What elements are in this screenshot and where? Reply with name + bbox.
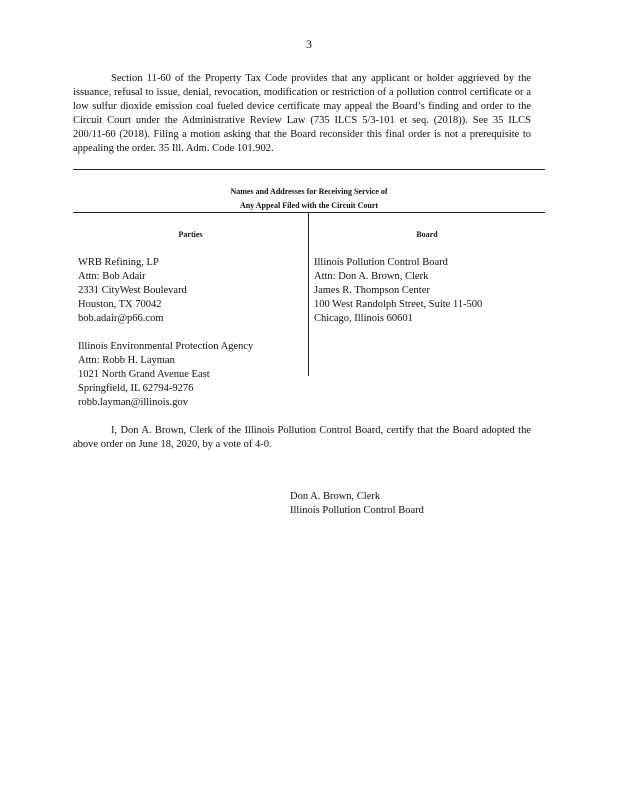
address-line: 100 West Randolph Street, Suite 11-500	[314, 299, 483, 310]
service-table-title-line1: Names and Addresses for Receiving Service of	[230, 187, 388, 196]
party-address-wrb	[78, 256, 187, 326]
page-number: 3	[306, 37, 312, 51]
email-address: robb.layman@illinois.gov	[78, 397, 188, 408]
signature-org: Illinois Pollution Control Board	[290, 505, 424, 516]
address-line: Chicago, Illinois 60601	[314, 313, 413, 324]
address-line: WRB Refining, LP	[78, 257, 159, 268]
address-line: Springfield, IL 62794-9276	[78, 383, 194, 394]
address-line: Illinois Pollution Control Board	[314, 257, 448, 268]
email-address: bob.adair@p66.com	[78, 313, 164, 324]
address-line: Houston, TX 70042	[78, 299, 162, 310]
address-line: Attn: Robb H. Layman	[78, 355, 175, 366]
address-line: Attn: Bob Adair	[78, 271, 146, 282]
signature-name: Don A. Brown, Clerk	[290, 491, 381, 502]
service-table-title-line2: Any Appeal Filed with the Circuit Court	[239, 201, 379, 210]
service-table-title	[73, 185, 545, 213]
address-line: 2331 CityWest Boulevard	[78, 285, 187, 296]
address-line: James R. Thompson Center	[314, 285, 430, 296]
column-header-parties: Parties	[178, 230, 203, 239]
signature-block	[290, 490, 424, 518]
appeal-paragraph-text: Section 11-60 of the Property Tax Code provides that any applicant or holder aggrieved by the issuance, refusal to issue, denial, revocation, modification or restriction of a pollution control certificate or a low sulfur dioxide emission coal fueled device certificate may appeal the Board’s finding and order to the Circuit Court under the Administrative Review Law (735 ILCS 5/3-101 et seq. (2018)). See 35 ILCS 200/11-60 (2018). Filing a motion asking that the Board reconsider this final order is not a prerequisite to appealing the order. 35 Ill. Adm. Code 101.902.	[73, 73, 531, 154]
party-address-iepa	[78, 340, 253, 410]
certification-paragraph	[73, 424, 531, 452]
table-header-rule	[73, 212, 545, 213]
column-header-board: Board	[416, 230, 438, 239]
address-line: Illinois Environmental Protection Agency	[78, 341, 254, 352]
appeal-paragraph	[73, 72, 531, 156]
table-top-rule	[73, 169, 545, 170]
address-line: 1021 North Grand Avenue East	[78, 369, 210, 380]
certification-text: I, Don A. Brown, Clerk of the Illinois Pollution Control Board, certify that the Board adopted the above order on June 18, 2020, by a vote of 4-0.	[73, 425, 531, 450]
address-line: Attn: Don A. Brown, Clerk	[314, 271, 429, 282]
board-address	[314, 256, 482, 326]
